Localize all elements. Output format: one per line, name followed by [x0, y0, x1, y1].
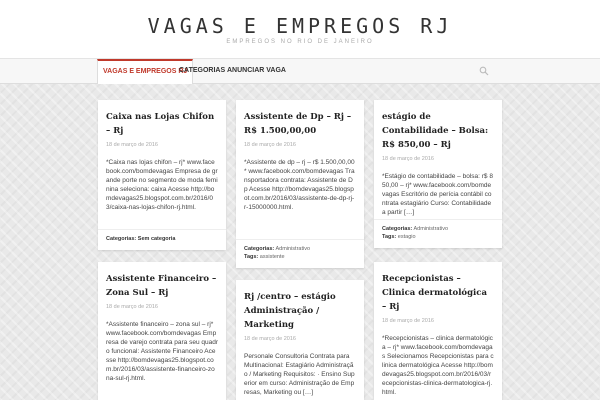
nav-item-anunciar-vaga[interactable]: ANUNCIAR VAGA	[227, 67, 286, 74]
nav-item-home[interactable]: VAGAS E EMPREGOS RJ	[97, 59, 193, 84]
post-title[interactable]: Caixa nas Lojas Chifon – Rj	[106, 112, 215, 136]
post-meta	[236, 239, 364, 268]
nav-item-categorias[interactable]: CATEGORIAS	[179, 67, 226, 74]
post-card	[236, 100, 364, 268]
category-link[interactable]: Administrativo	[275, 246, 311, 252]
post-card	[98, 262, 226, 400]
post-card	[236, 280, 364, 400]
post-meta	[374, 219, 502, 248]
post-excerpt: Personale Consultoria Contrata para Multinacional: Estagiário Administração / Marketing Requisitos: · Ensino Superior em curso: Administração de Empresas, Marketing ou […]	[244, 353, 355, 396]
categories-label: Categorias:	[106, 236, 137, 242]
tags-label: Tags:	[382, 234, 397, 240]
post-meta	[98, 229, 226, 250]
main-navigation	[0, 58, 600, 84]
category-link[interactable]: Administrativo	[413, 226, 449, 232]
site-header	[0, 0, 600, 58]
categories-label: Categorias:	[382, 226, 413, 232]
site-description: EMPREGOS NO RIO DE JANEIRO	[226, 39, 374, 45]
post-date: 18 de março de 2016	[244, 336, 296, 342]
search-icon[interactable]	[479, 66, 489, 76]
post-excerpt: *Assistente financeiro – zona sul – rj* www.facebook.com/bomdevagas Empresa de varejo contrata para seu quadro funcional: Assistente Financeiro Acesse http://bomdevagas25.blogspot.com.br/2016/03/assistente-financeiro-zona-sul-rj.html.	[106, 321, 219, 382]
tag-link[interactable]: estagio	[397, 234, 416, 240]
post-excerpt: *Estágio de contabilidade – bolsa: r$ 850,00 – rj* www.facebook.com/bomdevagas Escritório de perícia contábil contrata estagiário Curso: Contabilidade a partir […]	[382, 173, 493, 216]
post-title[interactable]: Rj /centro – estágio Administração / Marketing	[244, 292, 336, 330]
post-title[interactable]: estágio de Contabilidade – Bolsa: R$ 850,00 – Rj	[382, 112, 489, 150]
post-excerpt: *Caixa nas lojas chifon – rj* www.facebook.com/bomdevagas Empresa de grande porte no segmento de moda feminina seleciona: caixa Acesse http://bomdevagas25.blogspot.com.br/2016/03/caixa-nas-lojas-chifon-rj.html.	[106, 159, 218, 211]
post-date: 18 de março de 2016	[106, 304, 158, 310]
tags-label: Tags:	[244, 254, 259, 260]
post-card	[374, 100, 502, 248]
post-card	[98, 100, 226, 250]
post-card	[374, 262, 502, 400]
tag-link[interactable]: assistente	[259, 254, 285, 260]
post-date: 18 de março de 2016	[382, 318, 434, 324]
post-excerpt: *Assistente de dp – rj – r$ 1.500,00,00* www.facebook.com/bomdevagas Transportadora contrata: Assistente de Dp Acesse http://bomdevagas25.blogspot.com.br/2016/03/assistente-de-dp-rj-r-15000000.html.	[244, 159, 355, 211]
post-title[interactable]: Assistente Financeiro – Zona Sul – Rj	[106, 274, 217, 298]
post-title[interactable]: Recepcionistas – Clinica dermatológica – Rj	[382, 274, 487, 312]
post-title[interactable]: Assistente de Dp – Rj – R$ 1.500,00,00	[244, 112, 352, 136]
post-date: 18 de março de 2016	[106, 142, 158, 148]
post-date: 18 de março de 2016	[244, 142, 296, 148]
categories-label: Categorias:	[244, 246, 275, 252]
post-excerpt: *Recepcionistas – clinica dermatológica – rj* www.facebook.com/bomdevagas Selecionamos Recepcionistas para clinica dermatológica Acesse http://bomdevagas25.blogspot.com.br/2016/03/recepcionistas-clinica-dermatologica-rj.html.	[382, 335, 494, 396]
site-title[interactable]: VAGAS E EMPREGOS RJ	[147, 14, 453, 38]
post-date: 18 de março de 2016	[382, 156, 434, 162]
category-link[interactable]: Sem categoria	[137, 236, 176, 242]
